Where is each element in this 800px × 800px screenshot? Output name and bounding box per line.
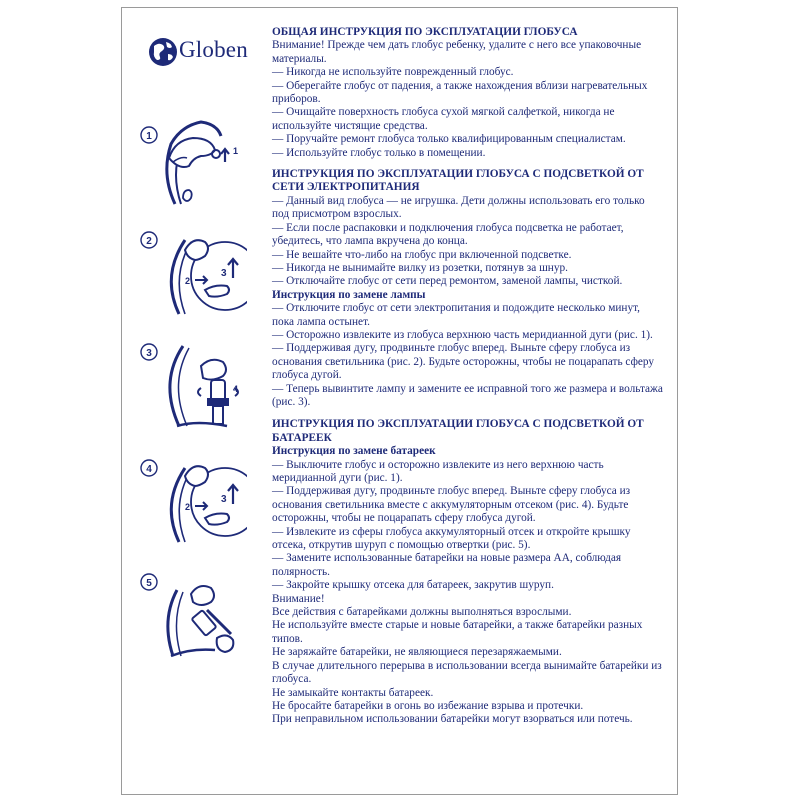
figure-5 <box>137 570 247 660</box>
figure-number: 4 <box>146 464 152 475</box>
general-line: — Очищайте поверхность глобуса сухой мягкой салфеткой, никогда не используйте чистящие средства. <box>272 106 615 132</box>
svg-text:3: 3 <box>221 494 227 505</box>
svg-text:1: 1 <box>233 146 239 156</box>
general-line: — Оберегайте глобус от падения, а также нахождения вблизи нагревательных приборов. <box>272 79 648 106</box>
battery-line: Не используйте вместе старые и новые батарейки, а также батарейки разных типов. <box>272 619 643 645</box>
mains-line: — Если после распаковки и подключения глобуса подсветка не работает, убедитесь, что лампа вкручена до конца. <box>272 221 624 248</box>
figure-number: 3 <box>146 348 152 359</box>
general-line: — Используйте глобус только в помещении. <box>272 146 486 159</box>
svg-text:2: 2 <box>185 276 191 286</box>
battery-line: Все действия с батарейками должны выполняться взрослыми. <box>272 606 572 619</box>
svg-text:4: 4 <box>233 384 239 394</box>
battery-line: — Закройте крышку отсека для батареек, закрутив шуруп. <box>272 579 554 592</box>
battery-line: При неправильном использовании батарейки могут взорваться или потечь. <box>272 713 633 726</box>
lamp-line: — Осторожно извлеките из глобуса верхнюю часть меридианной дуги (рис. 1). <box>272 328 653 341</box>
battery-line: В случае длительного перерыва в использовании всегда вынимайте батарейки из глобуса. <box>272 659 662 686</box>
figure-1 <box>137 118 247 208</box>
globe-logo-icon <box>144 32 184 72</box>
general-line: Внимание! Прежде чем дать глобус ребенку, удалите с него все упаковочные материалы. <box>272 39 642 65</box>
lamp-line: — Отключите глобус от сети электропитания и подождите несколько минут, пока лампа остынет. <box>272 302 641 328</box>
svg-text:3: 3 <box>221 268 227 279</box>
general-line: — Никогда не используйте поврежденный глобус. <box>272 66 514 79</box>
replace-lamp-illustration-icon <box>137 340 247 430</box>
general-line: — Поручайте ремонт глобуса только квалифицированным специалистам. <box>272 133 626 146</box>
mains-line: — Никогда не вынимайте вилку из розетки, потянув за шнур. <box>272 261 568 274</box>
remove-globe-sphere-illustration-icon <box>137 228 247 318</box>
battery-line: Внимание! <box>272 592 325 605</box>
brand-name: Globen <box>179 37 248 62</box>
mains-line: — Не вешайте что-либо на глобус при включенной подсветке. <box>272 248 572 261</box>
battery-line: Не замыкайте контакты батареек. <box>272 686 434 699</box>
battery-line: — Замените использованные батарейки на новые размера АА, соблюдая полярность. <box>272 552 622 578</box>
battery-subtitle: Инструкция по замене батареек <box>272 445 436 458</box>
lamp-line: — Поддерживая дугу, продвиньте глобус вперед. Выньте сферу глобуса из основания светильника (рис. 2). Будьте осторожны, чтобы не поцарапать сферу глобуса дугой. <box>272 342 655 382</box>
battery-line: Не бросайте батарейки в огонь во избежание взрыва и протечки. <box>272 699 584 712</box>
open-battery-compartment-illustration-icon <box>137 570 247 660</box>
battery-line: — Извлеките из сферы глобуса аккумуляторный отсек и откройте крышку отсека, открутив шуруп с помощью отвертки (рис. 5). <box>272 525 631 552</box>
figure-number: 1 <box>146 131 152 142</box>
figure-4 <box>137 456 247 546</box>
figure-number: 5 <box>146 578 152 589</box>
svg-text:2: 2 <box>185 502 191 512</box>
figure-2 <box>137 228 247 318</box>
remove-meridian-illustration-icon <box>137 118 247 208</box>
mains-line: — Данный вид глобуса — не игрушка. Дети должны использовать его только под присмотром взрослых. <box>272 194 645 221</box>
lamp-line: — Теперь вывинтите лампу и замените ее исправной того же размера и вольтажа (рис. 3). <box>272 382 663 408</box>
lamp-subtitle: Инструкция по замене лампы <box>272 288 426 301</box>
mains-title: ИНСТРУКЦИЯ ПО ЭКСПЛУАТАЦИИ ГЛОБУСА С ПОДСВЕТКОЙ ОТ СЕТИ ЭЛЕКТРОПИТАНИЯ <box>272 168 644 194</box>
figure-number: 2 <box>146 236 152 247</box>
instructions-text <box>272 26 664 727</box>
mains-line: — Отключайте глобус от сети перед ремонтом, заменой лампы, чисткой. <box>272 275 623 288</box>
battery-line: — Поддерживая дугу, продвиньте глобус вперед. Выньте сферу глобуса из основания светильника вместе с аккумуляторным отсеком (рис. 4). Будьте осторожны, чтобы не поцарапать сферу глобуса дугой. <box>272 485 631 525</box>
figure-3 <box>137 340 247 430</box>
battery-line: — Выключите глобус и осторожно извлеките из него верхнюю часть меридианной дуги (рис. 1). <box>272 458 604 484</box>
battery-title: ИНСТРУКЦИЯ ПО ЭКСПЛУАТАЦИИ ГЛОБУСА С ПОДСВЕТКОЙ ОТ БАТАРЕЕК <box>272 418 644 444</box>
remove-sphere-with-battery-illustration-icon <box>137 456 247 546</box>
general-title: ОБЩАЯ ИНСТРУКЦИЯ ПО ЭКСПЛУАТАЦИИ ГЛОБУСА <box>272 26 578 38</box>
battery-line: Не заряжайте батарейки, не являющиеся перезаряжаемыми. <box>272 646 562 659</box>
